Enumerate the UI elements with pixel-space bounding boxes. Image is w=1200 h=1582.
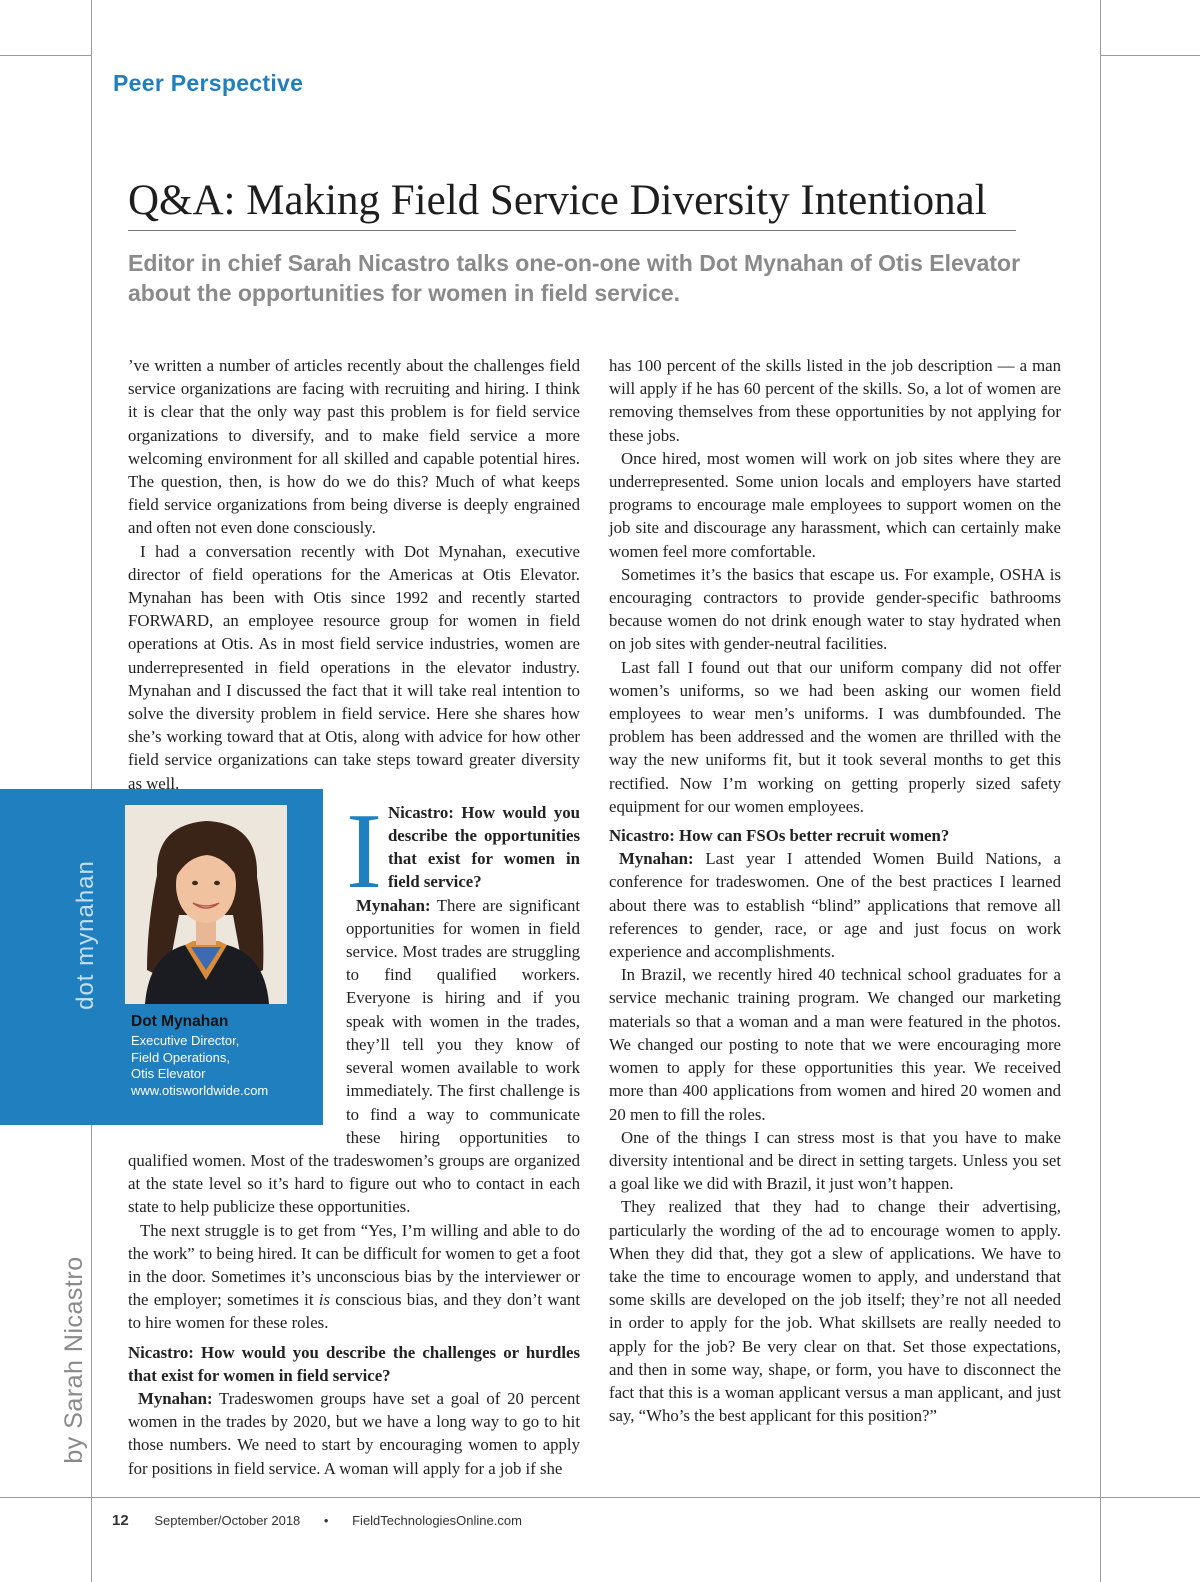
byline: by Sarah Nicastro — [60, 1256, 88, 1464]
speaker-label: Mynahan: — [356, 895, 431, 915]
sidebar-name: Dot Mynahan — [131, 1013, 229, 1030]
answer-text: Tradeswomen groups have set a goal of 20 percent women in the trades by 2020, but we have a long way to go to hit those numbers. We need to start by encouraging women to apply for positions in field service. A woman will apply for a job if she — [128, 1388, 580, 1478]
sidebar-company: Otis Elevator — [131, 1066, 206, 1081]
answer — [128, 1387, 580, 1480]
page-title: Q&A: Making Field Service Diversity Intentional — [128, 177, 987, 224]
deck-subtitle: Editor in chief Sarah Nicastro talks one-on-one with Dot Mynahan of Otis Elevator about the opportunities for women in field service. — [128, 250, 1021, 306]
question: Nicastro: How would you describe the opportunities that exist for women in field service? — [387, 802, 580, 892]
paragraph: Once hired, most women will work on job sites where they are underrepresented. Some union locals and employers have started programs to encourage male employees to support women on the job site and discourage any harassment, which can certainly make women feel more comfortable. — [609, 448, 1061, 561]
right-margin-rule — [1100, 0, 1101, 1582]
page-footer — [112, 1512, 522, 1529]
sidebar-wrap-space — [128, 805, 338, 1130]
article-column-2 — [609, 354, 1061, 1427]
paragraph: One of the things I can stress most is that you have to make diversity intentional and be direct in setting targets. Unless you set a goal like we did with Brazil, it just won’t happen. — [609, 1127, 1061, 1194]
title-rule — [128, 230, 1016, 231]
article-column-1 — [128, 354, 580, 1480]
paragraph-text: conscious bias, and they don’t want to hire women for these roles. — [128, 1290, 580, 1333]
speaker-label: Mynahan: — [619, 849, 694, 869]
emphasis: is — [318, 1290, 330, 1310]
question: Nicastro: How can FSOs better recruit women? — [609, 826, 950, 846]
footer-rule — [0, 1497, 1200, 1498]
footer-site[interactable]: FieldTechnologiesOnline.com — [352, 1513, 522, 1528]
top-left-rule — [0, 55, 91, 56]
paragraph — [128, 540, 580, 795]
issue-date: September/October 2018 — [154, 1513, 301, 1528]
footer-bullet: • — [323, 1513, 329, 1528]
answer — [609, 847, 1061, 963]
paragraph: They realized that they had to change their advertising, particularly the wording of the ad to encourage women to apply. When they did that, they got a slew of applications. We have to take the time to encourage women to apply, and understand that some skills are developed on the job itself; they’re not all needed in order to apply for the job. What skillsets are really needed to apply for the job? Be very clear on that. Set those expectations, and then in some way, shape, or form, you have to disconnect the fact that this is a woman applicant versus a man applicant, and just say, “Who’s the best applicant for this position?” — [609, 1197, 1061, 1426]
sidebar-role-1: Executive Director, — [131, 1033, 240, 1048]
paragraph: In Brazil, we recently hired 40 technical school graduates for a service mechanic training program. We changed our marketing materials so that a woman and a man were featured in the photos. We changed our posting to note that we were encouraging more women to apply for these opportunities this year. We received more than 400 applications from women and hired 20 women and 20 men to fill the roles. — [609, 965, 1061, 1124]
paragraph: Sometimes it’s the basics that escape us. For example, OSHA is encouraging contractors to provide gender-specific bathrooms because women do not drink enough water to stay hydrated when on job sites with gender-neutral facilities. — [609, 564, 1061, 654]
page-number: 12 — [112, 1512, 129, 1529]
intro-text: ’ve written a number of articles recently about the challenges field service organizations are facing with recruiting and hiring. I think it is clear that the only way past this problem is for field service organizations to diversify, and to make field service a more welcoming environment for all skilled and capable potential hires. The question, then, is how do we do this? Much of what keeps field service organizations from being diverse is deeply engrained and often not even done consciously. — [128, 356, 580, 538]
paragraph-text: The next struggle is to get from “Yes, I’m willing and able to do the work” to being hired. It can be difficult for women to get a foot in the door. Sometimes it’s unconscious bias by the interviewer or the employer; sometimes it — [128, 1220, 580, 1310]
section-label: Peer Perspective — [113, 70, 304, 96]
top-right-rule — [1100, 55, 1200, 56]
paragraph-text: I had a conversation recently with Dot Mynahan, executive director of field operations for the Americas at Otis Elevator. Mynahan has been with Otis since 1992 and recently started FORWARD, an employee resource group for women in field operations at Otis. As in most field service industries, women are underrepresented in field operations in the elevator industry. Mynahan and I discussed the fact that it will take real intention to solve the diversity problem in field service. Here she shares how she’s working toward that at Otis, along with advice for how other field service organizations can take steps toward greater diversity as well. — [128, 541, 580, 793]
sidebar-website[interactable]: www.otisworldwide.com — [131, 1082, 269, 1098]
dropcap: I — [346, 792, 382, 911]
speaker-label: Mynahan: — [138, 1388, 213, 1408]
paragraph — [128, 1219, 580, 1335]
paragraph: Last fall I found out that our uniform company did not offer women’s uniforms, so we had been asking our women field employees to wear men’s uniforms. I was dumbfounded. The problem has been addressed and the women are thrilled with the way the new uniforms fit, but it took several months to get this rectified. Now I’m working on getting properly sized safety equipment for our women employees. — [609, 657, 1061, 816]
question: Nicastro: How would you describe the challenges or hurdles that exist for women in field service? — [128, 1342, 580, 1385]
sidebar-vertical-label: dot mynahan — [72, 860, 99, 1010]
answer-text: There are significant opportunities for women in field service. Most trades are struggling to find qualified workers. Everyone is hiring and if you speak with women in the trades, they’ll tell you they know of several women available to work immediately. The first challenge is to find a way to communicate these hiring opportunities to qualified women. Most of the tradeswomen’s groups are organized at the state level so it’s hard to figure out who to contact in each state to help publicize these opportunities. — [128, 895, 580, 1217]
paragraph-continued: has 100 percent of the skills listed in the job description — a man will apply if he has 60 percent of the skills. So, a lot of women are removing themselves from these opportunities by not applying for these jobs. — [609, 356, 1061, 445]
sidebar-role-2: Field Operations, — [131, 1049, 230, 1065]
answer-text: Last year I attended Women Build Nations, a conference for tradeswomen. One of the best practices I learned about there was to establish “blind” applications that remove all references to gender, race, or age and just focus on work experience and accomplishments. — [609, 849, 1061, 962]
